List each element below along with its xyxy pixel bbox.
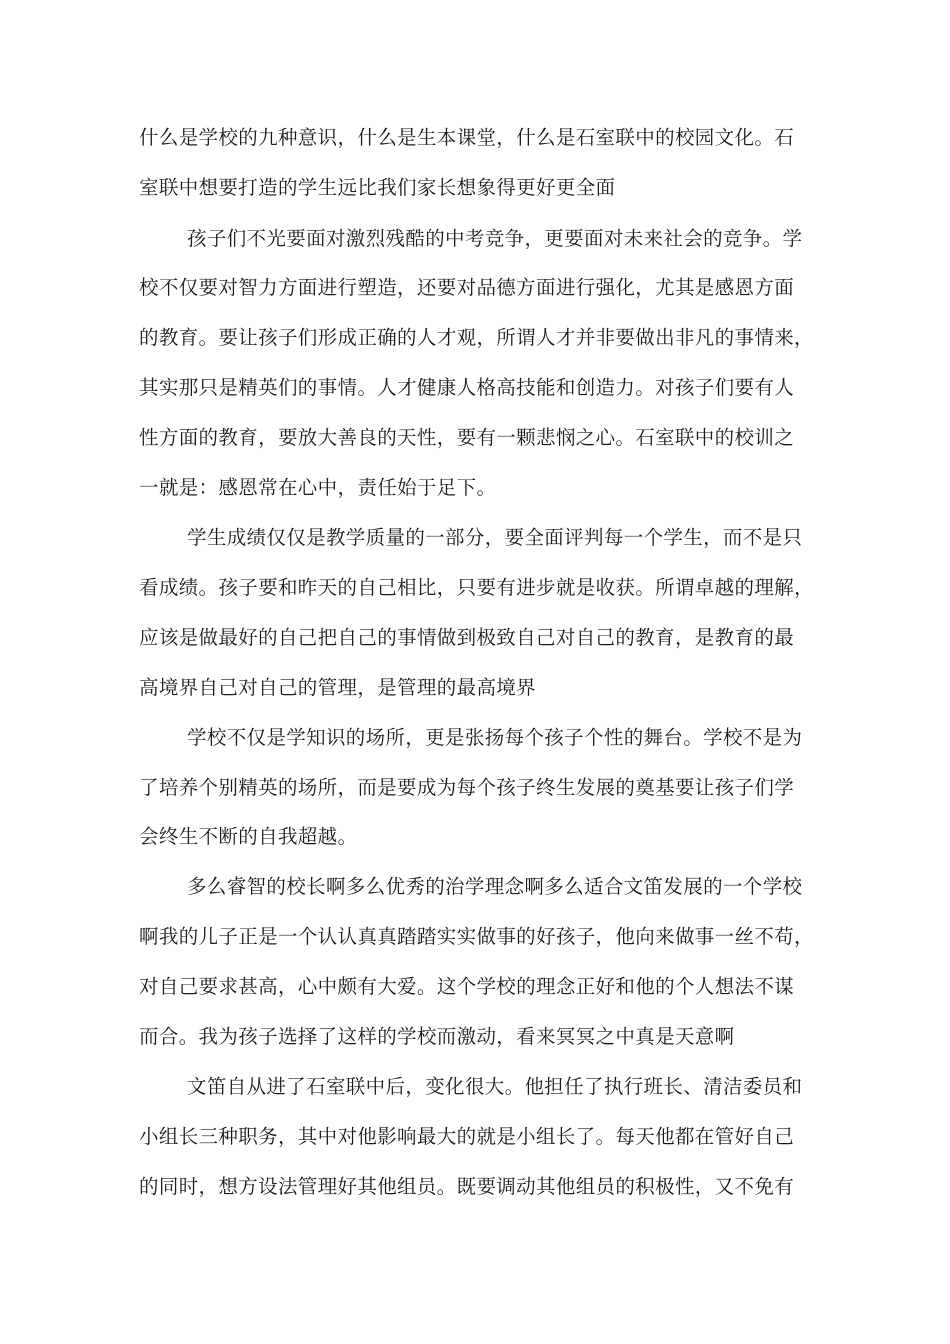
text-line: 孩子们不光要面对激烈残酷的中考竞争，更要面对未来社会的竞争。学 <box>187 227 803 250</box>
text-line: 什么是学校的九种意识，什么是生本课堂，什么是石室联中的校园文化。石 <box>139 126 795 149</box>
text-line: 的教育。要让孩子们形成正确的人才观，所谓人才并非要做出非凡的事情来， <box>139 326 814 349</box>
text-line: 的同时，想方设法管理好其他组员。既要调动其他组员的积极性，又不免有 <box>139 1175 795 1198</box>
text-line: 了培养个别精英的场所，而是要成为每个孩子终生发展的奠基要让孩子们学 <box>139 776 795 799</box>
text-line: 一就是：感恩常在心中，责任始于足下。 <box>139 476 497 499</box>
text-line: 高境界自己对自己的管理，是管理的最高境界 <box>139 676 537 699</box>
text-line: 对自己要求甚高，心中颇有大爱。这个学校的理念正好和他的个人想法不谋 <box>139 975 795 998</box>
text-line: 学生成绩仅仅是教学质量的一部分，要全面评判每一个学生，而不是只 <box>187 526 803 549</box>
text-line: 其实那只是精英们的事情。人才健康人格高技能和创造力。对孩子们要有人 <box>139 376 795 399</box>
text-line: 多么睿智的校长啊多么优秀的治学理念啊多么适合文笛发展的一个学校 <box>187 875 803 898</box>
text-line: 室联中想要打造的学生远比我们家长想象得更好更全面 <box>139 176 616 199</box>
text-line: 应该是做最好的自己把自己的事情做到极致自己对自己的教育，是教育的最 <box>139 626 795 649</box>
text-line: 文笛自从进了石室联中后，变化很大。他担任了执行班长、清洁委员和 <box>187 1075 803 1098</box>
text-line: 而合。我为孩子选择了这样的学校而激动，看来冥冥之中真是天意啊 <box>139 1025 735 1048</box>
text-line: 啊我的儿子正是一个认认真真踏踏实实做事的好孩子，他向来做事一丝不苟， <box>139 925 814 948</box>
text-line: 小组长三种职务，其中对他影响最大的就是小组长了。每天他都在管好自己 <box>139 1125 795 1148</box>
text-line: 校不仅要对智力方面进行塑造，还要对品德方面进行强化，尤其是感恩方面 <box>139 276 795 299</box>
text-line: 性方面的教育，要放大善良的天性，要有一颗悲悯之心。石室联中的校训之 <box>139 426 795 449</box>
text-line: 会终生不断的自我超越。 <box>139 825 358 848</box>
text-line: 学校不仅是学知识的场所，更是张扬每个孩子个性的舞台。学校不是为 <box>187 726 803 749</box>
text-line: 看成绩。孩子要和昨天的自己相比，只要有进步就是收获。所谓卓越的理解， <box>139 576 814 599</box>
